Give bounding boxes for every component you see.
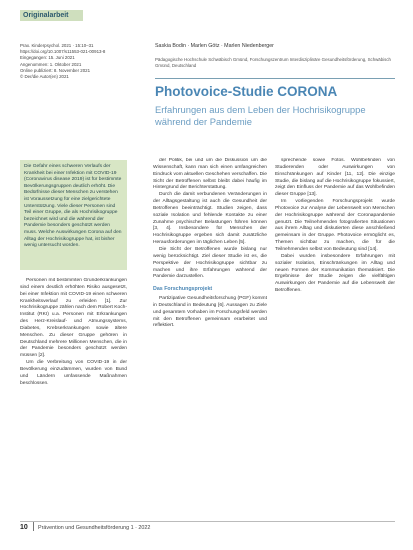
column-2 [153,158,267,520]
paragraph: Die Sicht der Betroffenen wurde bislang nur wenig berücksichtigt. Ziel dieser Studie ist es, die Perspektive der Hochrisikogruppe sichtbar zu machen und ihre Erfahrungen während der Pandemie darzustellen. [153,246,267,280]
paragraph: Durch die damit verbundenen Veränderungen in der Alltagsgestaltung ist auch die Gesundheit der Betroffenen beeinträchtigt. Studien zeigen, dass soziale Isolation und fehlende Kontakte zu einer Zunahme psychischer Belastungen führen können [3, 4]. Insbesondere für Menschen der Hochrisikogruppe ergeben sich damit zusätzliche Herausforderungen im täglichen Leben [5]. [153,192,267,246]
copyright: © Der/die Autor(en) 2021 [20,74,69,80]
journal-name: Prävention und Gesundheitsförderung 1 · 2022 [38,525,151,531]
title-divider [155,78,395,79]
page-number: 10 [20,524,28,531]
paragraph: Partizipative Gesundheitsforschung (PGF) kommt in Deutschland in Bedeutung [6]. Aussagen zu Ziele und gesamtem Vorhaben im Forschungsfeld werden mit den Betroffenen gemeinsam erarbeitet und reflektiert. [153,296,267,329]
accepted-date: Angenommen: 1. Oktober 2021 [20,61,82,67]
article-meta [20,43,140,80]
affiliation: Pädagogische Hochschule Schwäbisch Gmünd, Forschungszentrum Interdisziplinäre Gesundheitsförderung, Schwäbisch Gmünd, Deutschland [155,57,392,68]
footer-separator [33,522,34,531]
article-subtitle: Erfahrungen aus dem Leben der Hochrisikogruppe während der Pandemie [155,104,366,127]
abstract-box: Die Gefahr eines schweren Verlaufs der Krankheit bei einer Infektion mit COVID-19 (Coronavirus disease 2019) ist für bestimmte Bevölkerungsgruppen deutlich erhöht. Die Bedürfnisse dieser Menschen zu verstehen ist Voraussetzung für eine zielgerichtete Unterstützung. Viele dieser Personen sind Teil einer Gruppe, die als Hochrisikogruppe bezeichnet wird und die während der Pandemie besonders geschützt werden muss. Welche Auswirkungen Corona auf den Alltag der Hochrisikogruppe hat, ist bisher wenig untersucht worden. [20,160,127,270]
paragraph: Personen mit bestimmten Grunderkrankungen sind einem deutlich erhöhten Risiko ausgesetzt, bei einer Infektion mit COVID-19 einen schweren Krankheitsverlauf zu erleiden [1]. Zur Hochrisikogruppe zählen nach dem Robert Koch-Institut (RKI) u.a. Personen mit Erkrankungen des Herz-Kreislauf- und Atmungssystems, Diabetes, Krebserkrankungen sowie ältere Menschen. Zu dieser Gruppe gehören in Deutschland mehrere Millionen Menschen, die in der Pandemie besonders geschützt werden müssen [2]. [20,278,127,359]
paragraph: Dabei wurden insbesondere Erfahrungen mit sozialer Isolation, Einschränkungen im Alltag und neuen Formen der Kommunikation thematisiert. Die Ergebnisse der Studie zeigen die vielfältigen Auswirkungen der Pandemie auf die Lebenswelt der Betroffenen. [275,253,395,294]
doi-link[interactable]: https://doi.org/10.1007/s11553-021-00913-8 [20,49,106,55]
paragraph: der Politik, bei und um die Diskussion um die Wissenschaft, kann man sich einen umfangreichen Eindruck vom aktuellen Geschehen verschaffen. Die Sicht der Betroffenen selbst bleibt dabei häufig im Hintergrund der Berichterstattung. [153,158,267,191]
authors: Saskia Bodin · Marlen Götz · Marlen Niedenberger [155,43,274,49]
paragraph: Um die Verbreitung von COVID-19 in der Bevölkerung einzudämmen, wurden von Bund und Ländern umfassende Maßnahmen beschlossen. [20,360,127,386]
received-date: Eingegangen: 15. Juni 2021 [20,55,75,61]
article-title: Photovoice-Studie CORONA [155,84,338,99]
footer-divider [20,521,395,522]
paragraph: sprechende sowie Fotos. Wohlbefinden von Studierenden oder Auswirkungen von Einschränkungen auf Kinder [11, 12]. Die einzige Studie, die bislang auf die Hochrisikogruppe fokussiert, zeigt den Einfluss der Pandemie auf das Wohlbefinden dieser Gruppe [13]. [275,158,395,198]
section-heading: Das Forschungsprojekt [153,286,213,293]
paragraph: Im vorliegenden Forschungsprojekt wurde Photovoice zur Analyse der Lebenswelt von Menschen der Hochrisikogruppe während der Coronapandemie genutzt. Die Teilnehmenden fotografierten Situationen aus ihrem Alltag und diskutierten diese anschließend gemeinsam in der Gruppe. Photovoice ermöglicht es, Themen sichtbar zu machen, die für die Teilnehmenden selbst von Bedeutung sind [14]. [275,199,395,252]
column-3 [275,158,395,520]
published-date: Online publiziert: 8. November 2021 [20,67,91,73]
citation: Prax. Kinderpsychol. 2021 · 15:10–31 [20,43,94,48]
column-1 [20,278,127,520]
category-tag: Originalarbeit [20,10,83,21]
